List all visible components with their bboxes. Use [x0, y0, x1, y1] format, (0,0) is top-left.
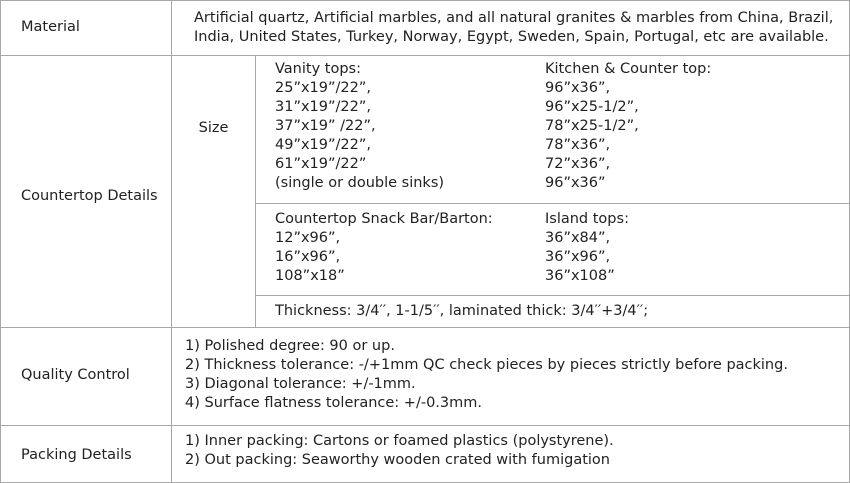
table-border-top [0, 0, 850, 1]
list-item: (single or double sinks) [275, 175, 445, 191]
list-item: 12”x96”, [275, 230, 341, 246]
list-item: 61”x19”/22” [275, 156, 367, 172]
island-tops-list [545, 210, 629, 286]
snack-bar-heading: Countertop Snack Bar/Barton: [275, 211, 493, 227]
list-item: 1) Polished degree: 90 or up. [185, 338, 395, 354]
row-divider-material [0, 55, 850, 56]
list-item: 2) Out packing: Seaworthy wooden crated with fumigation [185, 452, 610, 468]
list-item: 37”x19” /22”, [275, 118, 376, 134]
list-item: 4) Surface flatness tolerance: +/-0.3mm. [185, 395, 482, 411]
list-item: 78”x25-1/2”, [545, 118, 639, 134]
list-item: 2) Thickness tolerance: -/+1mm QC check pieces by pieces strictly before packing. [185, 357, 788, 373]
list-item: 1) Inner packing: Cartons or foamed plastics (polystyrene). [185, 433, 614, 449]
vanity-tops-list [275, 60, 444, 193]
list-item: 16”x96”, [275, 249, 341, 265]
quality-list [185, 337, 788, 413]
material-line-2: India, United States, Turkey, Norway, Egypt, Sweden, Spain, Portugal, etc are available. [194, 29, 829, 45]
thickness-text: Thickness: 3/4′′, 1-1/5′′, laminated thick: 3/4′′+3/4′′; [275, 303, 649, 319]
countertop-label: Countertop Details [21, 188, 158, 204]
size-label: Size [198, 120, 229, 136]
column-divider-label [171, 0, 172, 483]
list-item: 96”x36” [545, 175, 606, 191]
list-item: 3) Diagonal tolerance: +/-1mm. [185, 376, 416, 392]
list-item: 72”x36”, [545, 156, 611, 172]
quality-label: Quality Control [21, 367, 130, 383]
list-item: 36”x108” [545, 268, 615, 284]
island-tops-heading: Island tops: [545, 211, 629, 227]
list-item: 96”x25-1/2”, [545, 99, 639, 115]
column-divider-size [255, 55, 256, 327]
sub-divider-size [255, 203, 850, 204]
row-divider-quality [0, 425, 850, 426]
kitchen-tops-heading: Kitchen & Counter top: [545, 61, 712, 77]
vanity-tops-heading: Vanity tops: [275, 61, 361, 77]
list-item: 96”x36”, [545, 80, 611, 96]
row-divider-countertop [0, 327, 850, 328]
packing-label: Packing Details [21, 447, 132, 463]
snack-bar-list [275, 210, 493, 286]
kitchen-tops-list [545, 60, 711, 193]
list-item: 36”x84”, [545, 230, 611, 246]
list-item: 25”x19”/22”, [275, 80, 371, 96]
list-item: 36”x96”, [545, 249, 611, 265]
list-item: 108”x18” [275, 268, 345, 284]
sub-divider-thickness [255, 295, 850, 296]
list-item: 78”x36”, [545, 137, 611, 153]
table-border-left [0, 0, 1, 483]
list-item: 49”x19”/22”, [275, 137, 371, 153]
material-label: Material [21, 19, 80, 35]
packing-list [185, 432, 614, 470]
material-line-1: Artificial quartz, Artificial marbles, and all natural granites & marbles from China, Brazil, [194, 10, 834, 26]
list-item: 31”x19”/22”, [275, 99, 371, 115]
